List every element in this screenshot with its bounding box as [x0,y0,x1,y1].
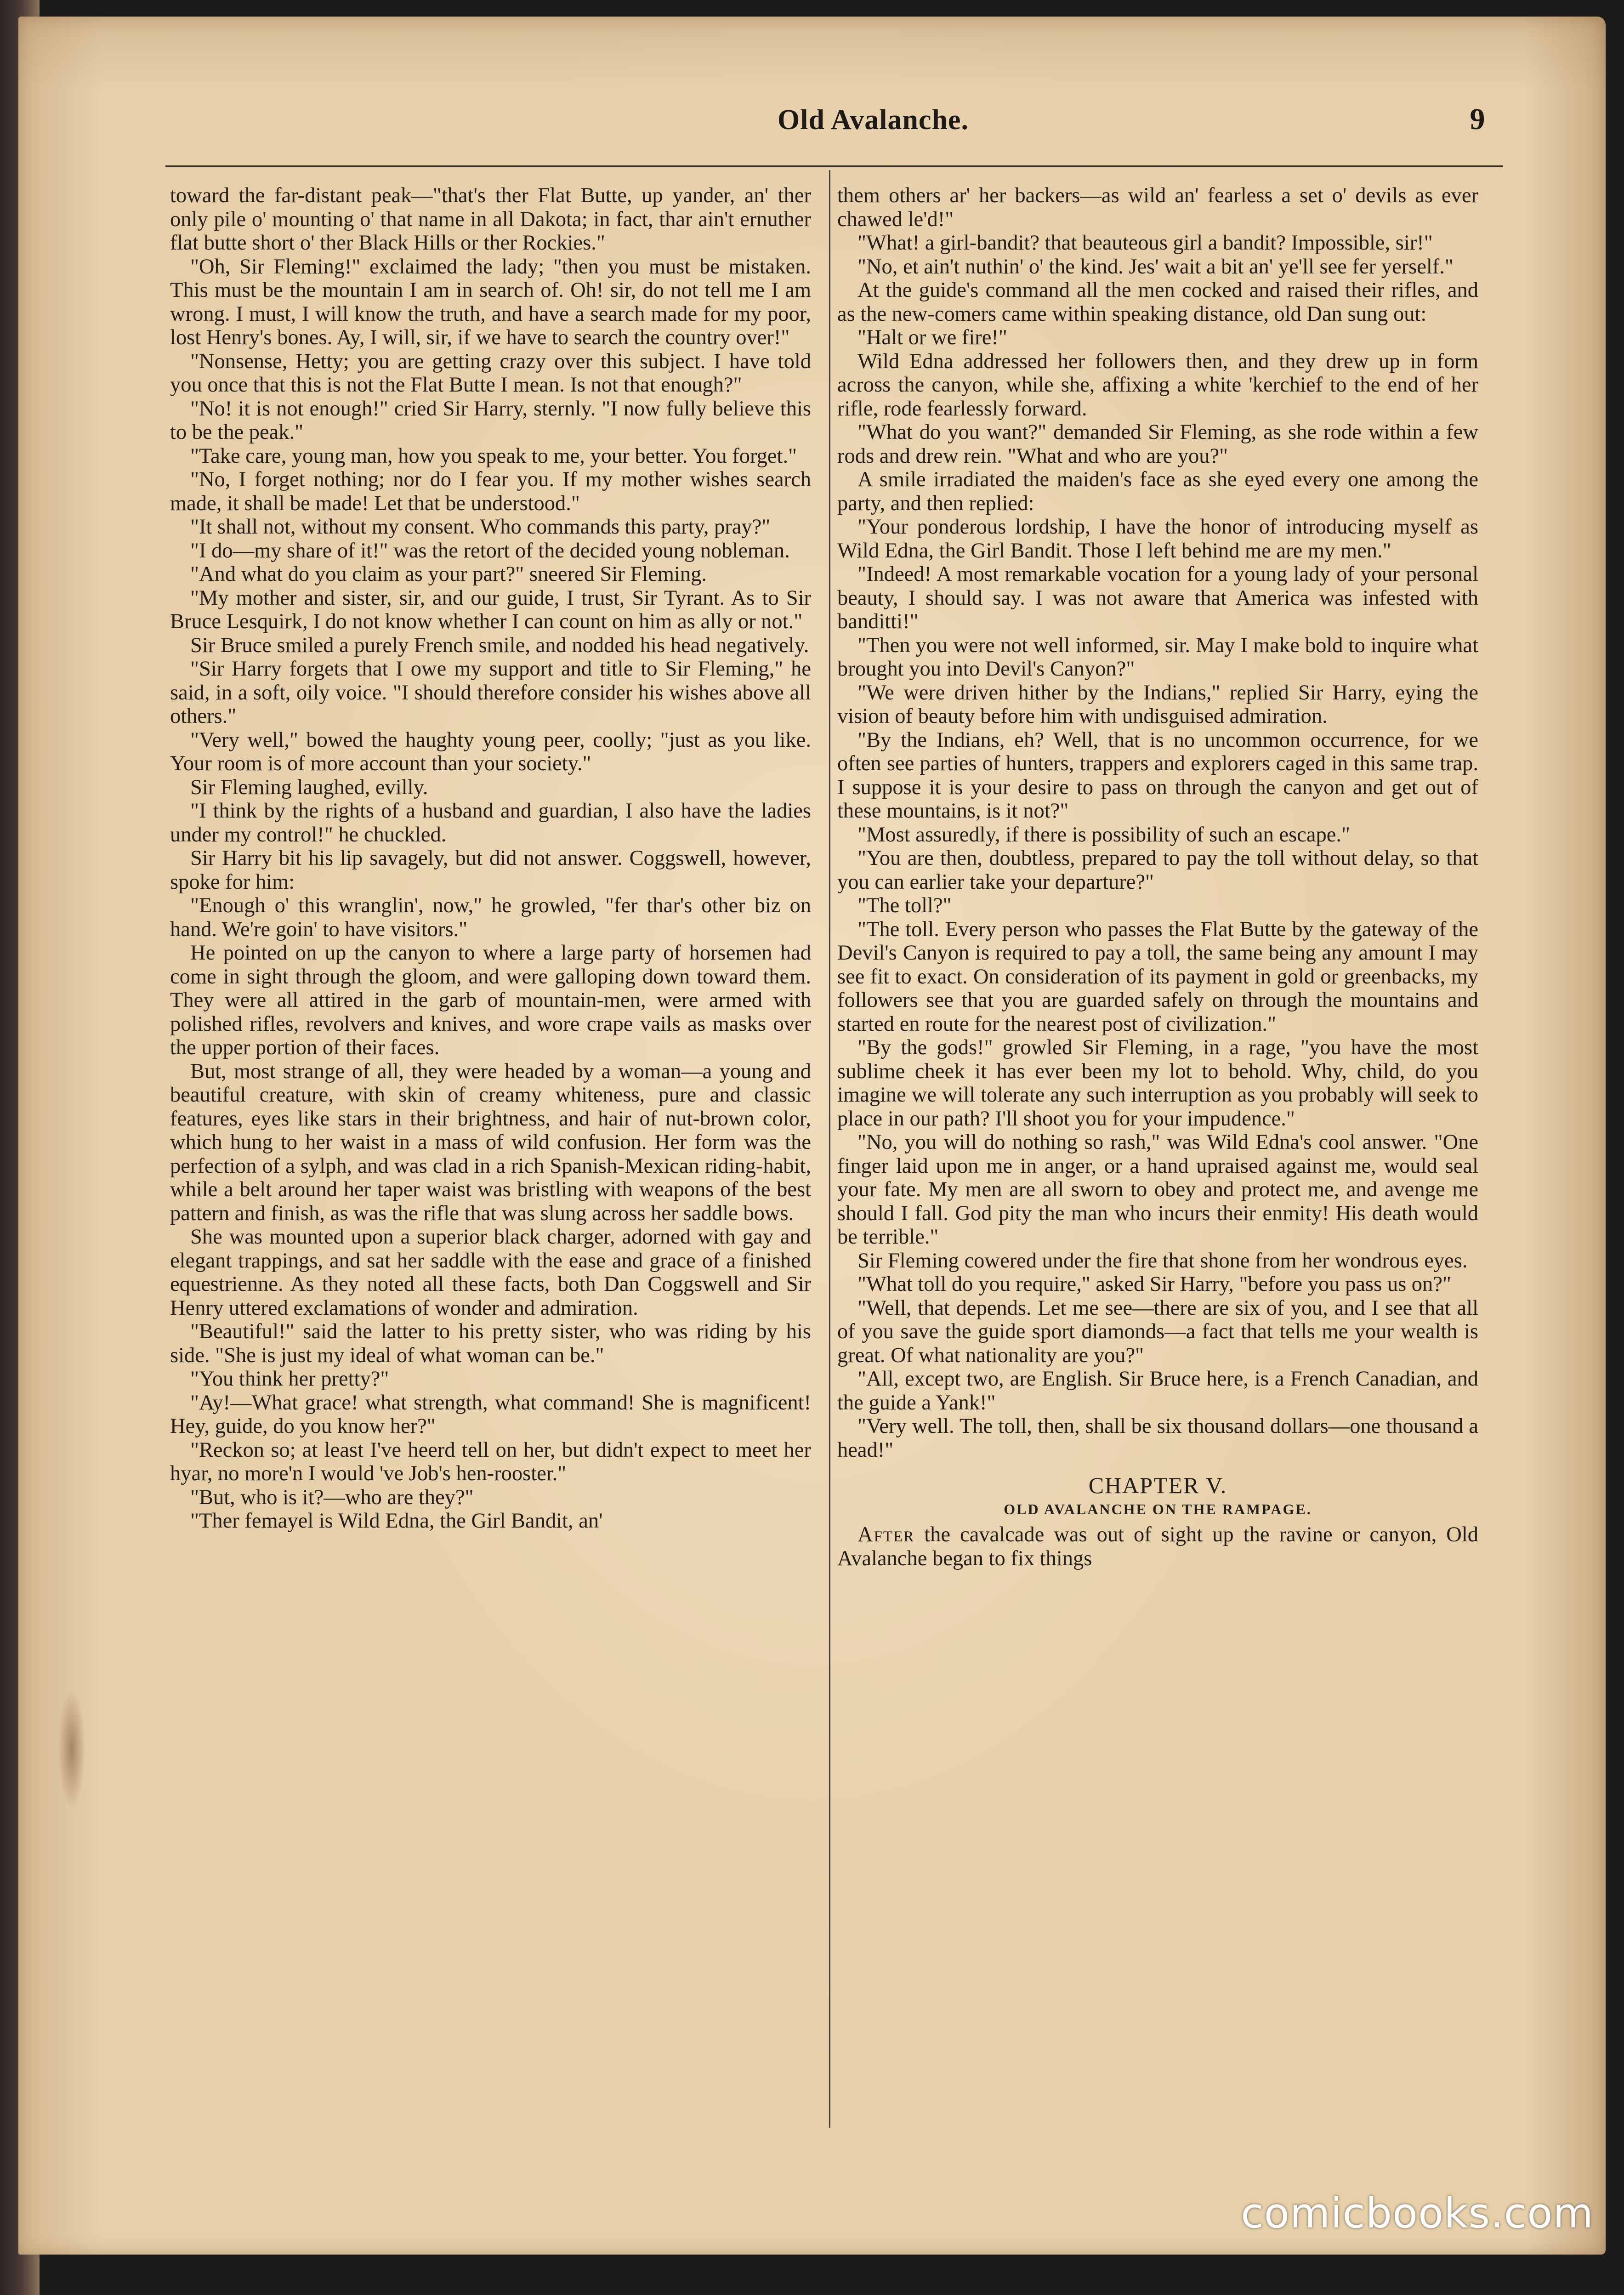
left-column [170,184,811,2128]
paragraph: toward the far-distant peak—"that's ther Flat Butte, up yander, an' ther only pile o' mounting o' that name in all Dakota; in fact, thar ain't ernuther flat butte short o' ther Black Hills or ther Rockies." [170,184,811,255]
paragraph: "No! it is not enough!" cried Sir Harry, sternly. "I now fully believe this to be the peak." [170,397,811,444]
chapter-first-word: After [857,1523,915,1546]
paragraph: "You think her pretty?" [190,1367,389,1391]
chapter-title: CHAPTER V. [1088,1472,1227,1498]
paragraph: "All, except two, are English. Sir Bruce here, is a French Canadian, and the guide a Yank!" [837,1367,1478,1414]
paragraph: A smile irradiated the maiden's face as she eyed every one among the party, and then replied: [837,468,1478,515]
paragraph: "The toll?" [857,894,952,917]
watermark: comicbooks.com [1241,2189,1594,2238]
paragraph: She was mounted upon a superior black charger, adorned with gay and elegant trappings, and sat her saddle with the ease and grace of a finished equestrienne. As they noted all these facts, both Dan Coggswell and Sir Henry uttered exclamations of wonder and admiration. [170,1225,811,1320]
paragraph: "Enough o' this wranglin', now," he growled, "fer thar's other biz on hand. We're goin' to have visitors." [170,894,811,941]
paragraph: "No, I forget nothing; nor do I fear you. If my mother wishes search made, it shall be made! Let that be understood." [170,468,811,515]
paragraph: "But, who is it?—who are they?" [190,1485,474,1509]
chapter-opening-paragraph [837,1523,1478,1570]
paragraph: "It shall not, without my consent. Who commands this party, pray?" [190,515,771,539]
paragraph: "We were driven hither by the Indians," replied Sir Harry, eying the vision of beauty before him with undisguised admiration. [837,681,1478,728]
paragraph: Sir Fleming laughed, evilly. [190,775,428,799]
paragraph: "Very well," bowed the haughty young peer, coolly; "just as you like. Your room is of more account than your society." [170,728,811,775]
paragraph: "Well, that depends. Let me see—there are six of you, and I see that all of you save the guide sport diamonds—a fact that tells me your wealth is great. Of what nationality are you?" [837,1296,1478,1367]
running-header-title: Old Avalanche. [778,104,969,136]
paragraph: At the guide's command all the men cocked and raised their rifles, and as the new-comers came within speaking distance, old Dan sung out: [837,278,1478,326]
paragraph: "Sir Harry forgets that I owe my support and title to Sir Fleming," he said, in a soft, oily voice. "I should therefore consider his wishes above all others." [170,657,811,728]
paragraph: "Halt or we fire!" [857,326,1007,349]
paragraph: "Indeed! A most remarkable vocation for a young lady of your personal beauty, I should say. I was not aware that America was infested with banditti!" [837,562,1478,633]
paragraph: "Ay!—What grace! what strength, what command! She is magnificent! Hey, guide, do you know her?" [170,1391,811,1438]
right-column-body [837,184,1478,1462]
paragraph: "Beautiful!" said the latter to his pretty sister, who was riding by his side. "She is just my ideal of what woman can be." [170,1320,811,1367]
paragraph: "I do—my share of it!" was the retort of the decided young nobleman. [190,539,790,562]
paragraph: "Ther femayel is Wild Edna, the Girl Bandit, an' [190,1509,603,1533]
chapter-subtitle: OLD AVALANCHE ON THE RAMPAGE. [1004,1500,1312,1517]
paragraph: "Then you were not well informed, sir. May I make bold to inquire what brought you into Devil's Canyon?" [837,633,1478,681]
paragraph: "What! a girl-bandit? that beauteous girl a bandit? Impossible, sir!" [857,231,1433,255]
paragraph: "Most assuredly, if there is possibility of such an escape." [857,823,1350,846]
paragraph: "By the Indians, eh? Well, that is no uncommon occurrence, for we often see parties of hunters, trappers and explorers caged in this same trap. I suppose it is your desire to pass on through the canyon and get out of these mountains, is it not?" [837,728,1478,823]
paragraph: But, most strange of all, they were headed by a woman—a young and beautiful creature, with skin of creamy whiteness, pure and classic features, eyes like stars in their brightness, and hair of nut-brown color, which hung to her waist in a mass of wild confusion. Her form was the perfection of a sylph, and was clad in a rich Spanish-Mexican riding-habit, while a belt around her taper waist was bristling with weapons of the best pattern and finish, as was the rifle that was slung across her saddle bows. [170,1059,811,1225]
paragraph: "No, you will do nothing so rash," was Wild Edna's cool answer. "One finger laid upon me in anger, or a hand upraised against me, would seal your fate. My men are all sworn to obey and protect me, and avenge me should I fall. God pity the man who incurs their enmity! His death would be terrible." [837,1130,1478,1249]
right-column [837,184,1478,2128]
page-number: 9 [1470,102,1485,136]
chapter-opening-text: the cavalcade was out of sight up the ravine or canyon, Old Avalanche began to fix things [837,1523,1478,1570]
paragraph: "What do you want?" demanded Sir Fleming, as she rode within a few rods and drew rein. "What and who are you?" [837,420,1478,468]
paragraph: "No, et ain't nuthin' o' the kind. Jes' wait a bit an' ye'll see fer yerself." [857,255,1454,278]
paragraph: "Nonsense, Hetty; you are getting crazy over this subject. I have told you once that this is not the Flat Butte I mean. Is not that enough?" [170,349,811,397]
paragraph: "By the gods!" growled Sir Fleming, in a rage, "you have the most sublime cheek it has ever been my lot to behold. Why, child, do you imagine we will tolerate any such interruption as you probably will seek to place in our path? I'll shoot you for your impudence." [837,1036,1478,1130]
paragraph: "The toll. Every person who passes the Flat Butte by the gateway of the Devil's Canyon is required to pay a toll, the same being any amount I may see fit to exact. On consideration of its payment in gold or greenbacks, my followers see that you are guarded safely on through the mountains and started en route for the nearest post of civilization." [837,917,1478,1036]
paragraph: "Your ponderous lordship, I have the honor of introducing myself as Wild Edna, the Girl Bandit. Those I left behind me are my men." [837,515,1478,562]
paragraph: Sir Fleming cowered under the fire that shone from her wondrous eyes. [857,1249,1468,1272]
paragraph: "You are then, doubtless, prepared to pay the toll without delay, so that you can earlier take your departure?" [837,846,1478,894]
paragraph: them others ar' her backers—as wild an' fearless a set o' devils as ever chawed le'd!" [837,184,1478,231]
paragraph: "Reckon so; at least I've heerd tell on her, but didn't expect to meet her hyar, no more'n I would 've Job's hen-rooster." [170,1438,811,1485]
column-divider [829,170,830,2128]
paragraph: "My mother and sister, sir, and our guide, I trust, Sir Tyrant. As to Sir Bruce Lesquirk, I do not know whether I can count on him as ally or not." [170,586,811,633]
page-stain [58,1689,85,1809]
paragraph: Sir Harry bit his lip savagely, but did not answer. Coggswell, however, spoke for him: [170,846,811,894]
paragraph: Sir Bruce smiled a purely French smile, and nodded his head negatively. [190,633,809,657]
paragraph: "I think by the rights of a husband and guardian, I also have the ladies under my control!" he chuckled. [170,799,811,846]
paragraph: "Oh, Sir Fleming!" exclaimed the lady; "then you must be mistaken. This must be the mountain I am in search of. Oh! sir, do not tell me I am wrong. I must, I will know the truth, and have a search made for my poor, lost Henry's bones. Ay, I will, sir, if we have to search the country over!" [170,255,811,349]
paragraph: "And what do you claim as your part?" sneered Sir Fleming. [190,562,707,586]
paragraph: He pointed on up the canyon to where a large party of horsemen had come in sight through the gloom, and were galloping down toward them. They were all attired in the garb of mountain-men, were armed with polished rifles, revolvers and knives, and wore crape vails as masks over the upper portion of their faces. [170,941,811,1059]
paragraph: "Very well. The toll, then, shall be six thousand dollars—one thousand a head!" [837,1414,1478,1462]
paragraph: "Take care, young man, how you speak to me, your better. You forget." [190,444,797,468]
paragraph: Wild Edna addressed her followers then, and they drew up in form across the canyon, while she, affixing a white 'kerchief to the end of her rifle, rode fearlessly forward. [837,349,1478,420]
header-rule [165,165,1503,167]
paragraph: "What toll do you require," asked Sir Harry, "before you pass us on?" [857,1272,1451,1296]
